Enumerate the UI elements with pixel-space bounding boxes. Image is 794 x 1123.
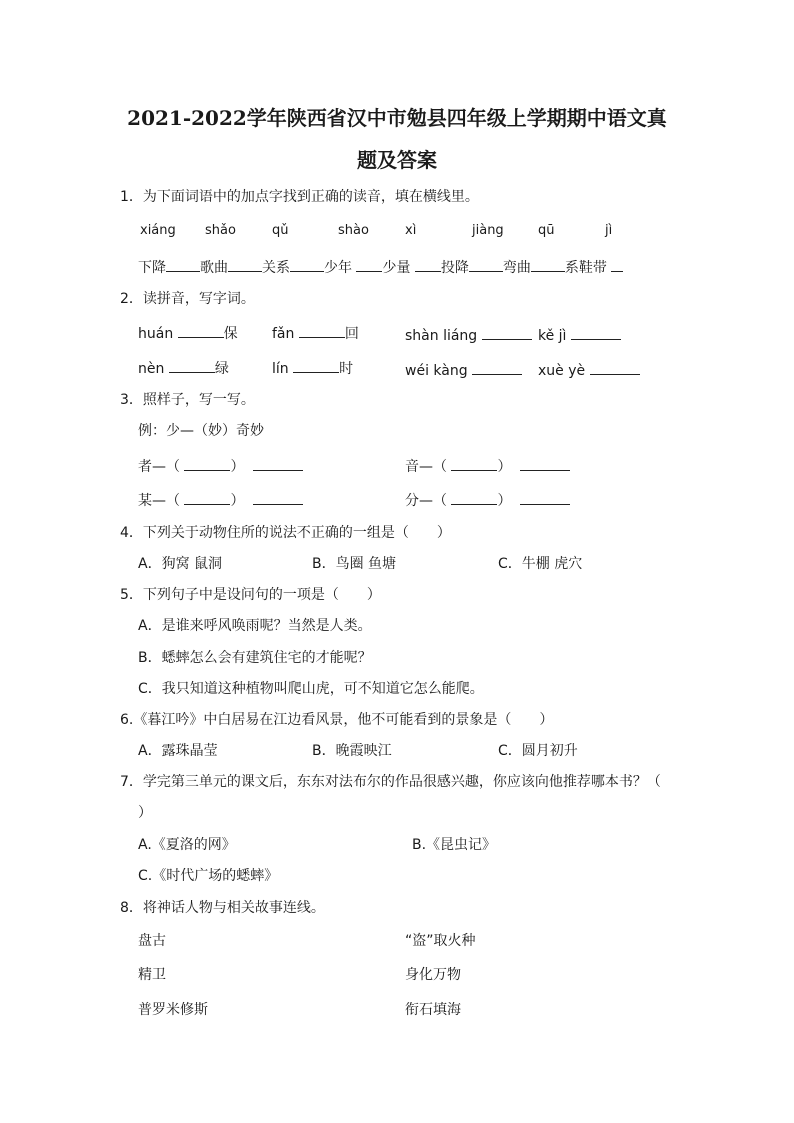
q1-word: 系鞋带 xyxy=(564,260,607,276)
answer-blank[interactable] xyxy=(571,325,621,340)
answer-blank[interactable] xyxy=(253,490,303,505)
question-2-prompt: 2．读拼音，写字词。 xyxy=(120,291,255,307)
q1-word: 弯曲 xyxy=(502,260,531,276)
answer-blank[interactable] xyxy=(472,360,522,375)
answer-blank[interactable] xyxy=(253,456,303,471)
answer-blank[interactable] xyxy=(520,456,570,471)
q8-right-item[interactable]: 衔石填海 xyxy=(405,1002,461,1018)
answer-blank[interactable] xyxy=(166,257,200,272)
answer-blank[interactable] xyxy=(451,456,497,471)
q6-option-c[interactable]: C．圆月初升 xyxy=(498,743,578,759)
q8-right-item[interactable]: “盗”取火种 xyxy=(405,933,476,949)
q7-option-a[interactable]: A.《夏洛的网》 xyxy=(138,837,236,853)
question-3-prompt: 3．照样子，写一写。 xyxy=(120,392,255,408)
q8-left-item[interactable]: 普罗米修斯 xyxy=(138,1002,208,1018)
q5-option-b[interactable]: B．蟋蟀怎么会有建筑住宅的才能呢？ xyxy=(138,650,372,666)
q5-option-c[interactable]: C．我只知道这种植物叫爬山虎，可不知道它怎么能爬。 xyxy=(138,681,484,697)
q2-pinyin: xuè yè xyxy=(538,363,586,379)
q2-item xyxy=(138,358,229,378)
q1-word: 下降 xyxy=(138,260,166,276)
answer-blank[interactable] xyxy=(590,360,640,375)
q3-item xyxy=(138,490,303,510)
q4-option-a[interactable]: A．狗窝 鼠洞 xyxy=(138,556,223,572)
q7-option-b[interactable]: B.《昆虫记》 xyxy=(412,837,497,853)
q1-word: 少年 xyxy=(324,260,352,276)
q1-word-row xyxy=(138,257,623,277)
q6-option-b[interactable]: B．晚霞映江 xyxy=(312,743,392,759)
question-8-prompt: 8．将神话人物与相关故事连线。 xyxy=(120,900,325,916)
q1-pinyin-2: shǎo xyxy=(205,223,236,238)
q3-item xyxy=(138,456,303,476)
q5-option-a[interactable]: A．是谁来呼风唤雨呢？当然是人类。 xyxy=(138,618,372,634)
q1-pinyin-6: jiàng xyxy=(472,223,504,238)
q2-pinyin: kě jì xyxy=(538,328,567,344)
answer-blank[interactable] xyxy=(178,323,224,338)
answer-blank[interactable] xyxy=(520,490,570,505)
q2-pinyin: lín xyxy=(272,361,289,377)
question-7-prompt: 7．学完第三单元的课文后，东东对法布尔的作品很感兴趣，你应该向他推荐哪本书？（ xyxy=(120,774,661,790)
q1-word: 少量 xyxy=(382,260,411,276)
q4-option-c[interactable]: C．牛棚 虎穴 xyxy=(498,556,583,572)
q3-stem: 分—（ xyxy=(405,493,447,509)
q3-stem: 者—（ xyxy=(138,459,180,475)
q2-item xyxy=(405,360,522,380)
q1-word: 投降 xyxy=(440,260,469,276)
q2-tail: 保 xyxy=(223,326,238,342)
q1-pinyin-1: xiáng xyxy=(140,223,176,238)
answer-blank[interactable] xyxy=(611,257,623,272)
q1-pinyin-3: qǔ xyxy=(272,223,289,238)
q2-tail: 时 xyxy=(339,361,354,377)
q8-left-item[interactable]: 盘古 xyxy=(138,933,166,949)
answer-blank[interactable] xyxy=(290,257,324,272)
q2-item xyxy=(272,358,353,378)
question-5-prompt: 5．下列句子中是设问句的一项是（ ） xyxy=(120,587,381,603)
q1-pinyin-8: jì xyxy=(605,223,613,238)
q1-pinyin-4: shào xyxy=(338,223,369,238)
q2-tail: 回 xyxy=(344,326,359,342)
q1-word: 关系 xyxy=(262,260,290,276)
q3-close: ） xyxy=(497,459,512,475)
q3-item xyxy=(405,456,570,476)
q3-close: ） xyxy=(497,493,512,509)
q3-close: ） xyxy=(230,493,245,509)
question-4-prompt: 4．下列关于动物住所的说法不正确的一组是（ ） xyxy=(120,525,451,541)
answer-blank[interactable] xyxy=(184,456,230,471)
q2-item xyxy=(538,325,621,345)
q2-pinyin: fǎn xyxy=(272,326,295,342)
answer-blank[interactable] xyxy=(184,490,230,505)
question-1-prompt: 1．为下面词语中的加点字找到正确的读音，填在横线里。 xyxy=(120,189,479,205)
q2-pinyin: wéi kàng xyxy=(405,363,468,379)
answer-blank[interactable] xyxy=(356,257,382,272)
q4-option-b[interactable]: B．鸟圈 鱼塘 xyxy=(312,556,397,572)
q3-stem: 音—（ xyxy=(405,459,447,475)
answer-blank[interactable] xyxy=(531,257,565,272)
q7-option-c[interactable]: C.《时代广场的蟋蟀》 xyxy=(138,868,279,884)
page-title-line-1: 2021-2022学年陕西省汉中市勉县四年级上学期期中语文真 xyxy=(127,106,667,130)
q3-example: 例：少—（妙）奇妙 xyxy=(138,423,264,439)
q3-item xyxy=(405,490,570,510)
q2-item xyxy=(272,323,359,343)
q2-item xyxy=(138,323,238,343)
q2-pinyin: shàn liáng xyxy=(405,328,478,344)
q6-option-a[interactable]: A．露珠晶莹 xyxy=(138,743,218,759)
q1-pinyin-5: xì xyxy=(405,223,417,238)
q8-left-item[interactable]: 精卫 xyxy=(138,967,166,983)
answer-blank[interactable] xyxy=(228,257,262,272)
answer-blank[interactable] xyxy=(469,257,503,272)
q1-pinyin-7: qū xyxy=(538,223,555,238)
answer-blank[interactable] xyxy=(451,490,497,505)
q2-item xyxy=(405,325,532,345)
question-7-prompt-cont: ） xyxy=(138,805,152,821)
answer-blank[interactable] xyxy=(299,323,345,338)
answer-blank[interactable] xyxy=(293,358,339,373)
q3-stem: 某—（ xyxy=(138,493,180,509)
q2-item xyxy=(538,360,640,380)
q8-right-item[interactable]: 身化万物 xyxy=(405,967,461,983)
q3-close: ） xyxy=(230,459,245,475)
q2-pinyin: nèn xyxy=(138,361,165,377)
q2-pinyin: huán xyxy=(138,326,174,342)
answer-blank[interactable] xyxy=(169,358,215,373)
question-6-prompt: 6.《暮江吟》中白居易在江边看风景，他不可能看到的景象是（ ） xyxy=(120,712,554,728)
q1-word: 歌曲 xyxy=(200,260,228,276)
q2-tail: 绿 xyxy=(214,361,229,377)
answer-blank[interactable] xyxy=(482,325,532,340)
answer-blank[interactable] xyxy=(415,257,441,272)
page-title-line-2: 题及答案 xyxy=(357,148,437,172)
